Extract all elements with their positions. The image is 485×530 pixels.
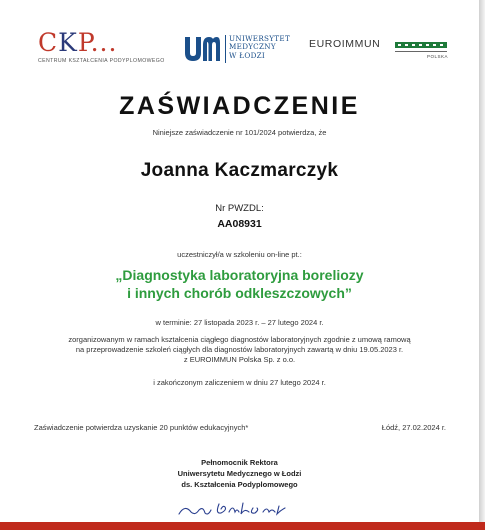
euroimmun-name: EUROIMMUN: [309, 38, 381, 50]
um-divider: [225, 35, 226, 63]
handwritten-signature: [175, 498, 295, 520]
ckp-subtitle: CENTRUM KSZTAŁCENIA PODYPLOMOWEGO: [38, 58, 165, 64]
certificate-intro: Niniejsze zaświadczenie nr 101/2024 potwierdza, że: [152, 128, 327, 137]
participation-text: uczestniczył/a w szkoleniu on-line pt.:: [177, 250, 302, 259]
pwzdl-label: Nr PWZDL:: [215, 203, 264, 214]
course-title-line1: „Diagnostyka laboratoryjna boreliozy: [115, 267, 364, 283]
um-logo: [183, 33, 293, 67]
course-title: [0, 266, 479, 302]
certificate-title: ZAŚWIADCZENIE: [119, 92, 360, 120]
pwzdl-value: AA08931: [217, 218, 262, 230]
place-date: Łódź, 27.02.2024 r.: [381, 423, 446, 432]
points-text: Zaświadczenie potwierdza uzyskanie 20 punktów edukacyjnych*: [34, 423, 249, 432]
course-term: w terminie: 27 listopada 2023 r. – 27 lutego 2024 r.: [155, 318, 324, 327]
euroimmun-polska: POLSKA: [427, 54, 449, 59]
euroimmun-logo: [309, 38, 449, 62]
ckp-mark: CKP...: [38, 28, 118, 57]
page-shadow: [479, 0, 485, 530]
signatory-title: Pełnomocnik Rektora Uniwersytetu Medycznego w Łodzi ds. Kształcenia Podyplomowego: [177, 458, 302, 489]
um-text: UNIWERSYTET MEDYCZNY W ŁODZI: [229, 34, 291, 60]
course-title-line2: i innych chorób odkleszczowych”: [127, 285, 352, 301]
um-emblem-icon: [183, 33, 221, 63]
recipient-name: Joanna Kaczmarczyk: [140, 160, 339, 181]
organization-text: zorganizowanym w ramach kształcenia ciągłego diagnostów laboratoryjnych zgodnie z umową ramową na przeprowadzenie szkoleń ciągłych dla diagnostów laboratoryjnych zawartą w dniu 19.05.2023 r. z EUROIMMUN Polska Sp. z o.o.: [68, 335, 411, 364]
completion-text: i zakończonym zaliczeniem w dniu 27 lutego 2024 r.: [153, 378, 326, 387]
ckp-logo: [38, 28, 165, 70]
euroimmun-rule: [395, 51, 447, 52]
bottom-red-band: [0, 522, 485, 530]
euroimmun-bar-icon: [395, 42, 447, 48]
